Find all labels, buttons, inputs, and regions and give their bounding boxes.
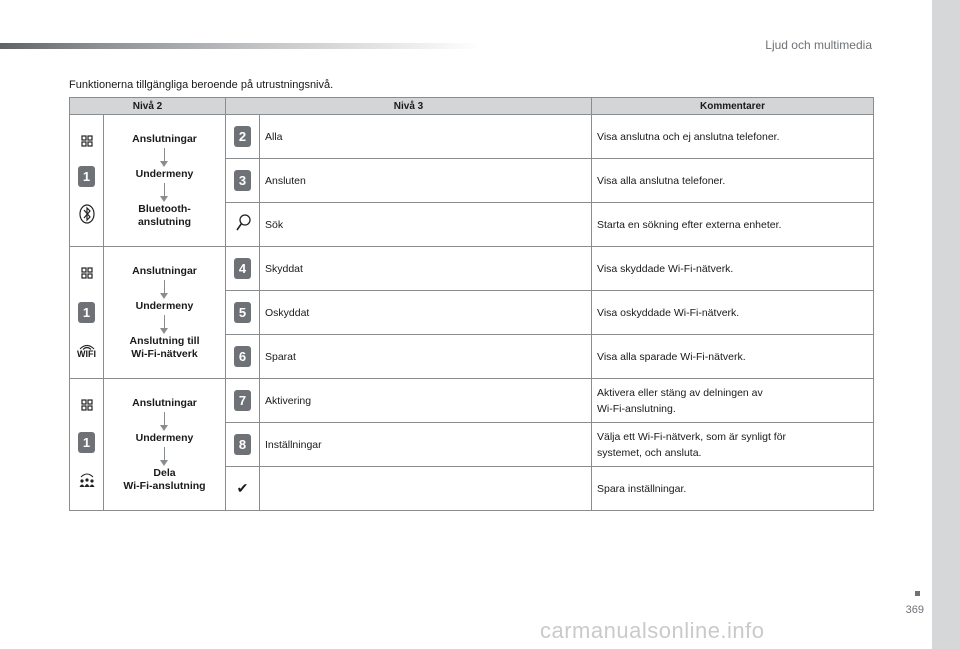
column-header-level2: Nivå 2 bbox=[70, 98, 226, 115]
step-badge-5: 5 bbox=[234, 302, 251, 323]
comment-cell bbox=[592, 379, 874, 423]
group-icons bbox=[70, 115, 104, 247]
down-arrow-icon bbox=[164, 412, 165, 426]
comment-line: Aktivera eller stäng av delningen av bbox=[597, 386, 763, 399]
step-badge-3: 3 bbox=[234, 170, 251, 191]
table-header-row bbox=[70, 98, 874, 115]
comment-line: Välja ett Wi-Fi-nätverk, som är synligt för bbox=[597, 430, 787, 443]
comment-cell: Visa oskyddade Wi-Fi-nätverk. bbox=[592, 291, 874, 335]
search-icon bbox=[235, 223, 251, 235]
flow-step-submenu: Undermeny bbox=[135, 299, 194, 312]
flow-step-target-line2: Wi-Fi-nätverk bbox=[131, 347, 198, 360]
level3-cell bbox=[260, 467, 592, 511]
comment-cell: Spara inställningar. bbox=[592, 467, 874, 511]
table-row bbox=[70, 379, 874, 423]
step-badge-4: 4 bbox=[234, 258, 251, 279]
wifi-icon bbox=[77, 343, 96, 359]
down-arrow-icon bbox=[164, 148, 165, 162]
grid-icon bbox=[81, 399, 93, 414]
page-number: 369 bbox=[905, 604, 924, 616]
level3-cell: Aktivering bbox=[260, 379, 592, 423]
wifi-label: WIFI bbox=[77, 348, 96, 359]
grid-icon bbox=[81, 135, 93, 150]
page-side-strip bbox=[932, 0, 960, 649]
flow-step-target-line2: Wi-Fi-anslutning bbox=[123, 479, 206, 492]
comment-cell bbox=[592, 423, 874, 467]
table-row bbox=[70, 247, 874, 291]
top-gradient-bar bbox=[0, 43, 480, 49]
flow-step-submenu: Undermeny bbox=[135, 431, 194, 444]
down-arrow-icon bbox=[164, 315, 165, 329]
comment-cell: Visa alla anslutna telefoner. bbox=[592, 159, 874, 203]
level3-cell: Skyddat bbox=[260, 247, 592, 291]
table-row bbox=[70, 115, 874, 159]
level3-cell: Sparat bbox=[260, 335, 592, 379]
comment-cell: Starta en sökning efter externa enheter. bbox=[592, 203, 874, 247]
functions-table bbox=[69, 97, 874, 511]
step-badge-2: 2 bbox=[234, 126, 251, 147]
navigation-flow bbox=[104, 115, 226, 247]
checkmark-icon: ✔ bbox=[236, 480, 249, 496]
comment-cell: Visa skyddade Wi-Fi-nätverk. bbox=[592, 247, 874, 291]
level3-cell: Oskyddat bbox=[260, 291, 592, 335]
flow-step-connections: Anslutningar bbox=[132, 264, 197, 277]
step-badge-7: 7 bbox=[234, 390, 251, 411]
level3-cell: Alla bbox=[260, 115, 592, 159]
column-header-comments: Kommentarer bbox=[592, 98, 874, 115]
grid-icon bbox=[81, 267, 93, 282]
page-marker bbox=[915, 591, 920, 596]
down-arrow-icon bbox=[164, 183, 165, 197]
flow-step-connections: Anslutningar bbox=[132, 396, 197, 409]
flow-step-target-line1: Anslutning till bbox=[129, 334, 200, 347]
bluetooth-icon bbox=[78, 204, 96, 227]
comment-line: Wi-Fi-anslutning. bbox=[597, 402, 676, 415]
watermark: carmanualsonline.info bbox=[540, 618, 765, 643]
comment-cell: Visa alla sparade Wi-Fi-nätverk. bbox=[592, 335, 874, 379]
step-badge-8: 8 bbox=[234, 434, 251, 455]
flow-step-connections: Anslutningar bbox=[132, 132, 197, 145]
step-badge-1: 1 bbox=[78, 302, 95, 323]
group-icons bbox=[70, 379, 104, 511]
navigation-flow bbox=[104, 247, 226, 379]
level3-cell: Ansluten bbox=[260, 159, 592, 203]
flow-step-target-line1: Bluetooth- bbox=[138, 202, 191, 215]
step-badge-1: 1 bbox=[78, 432, 95, 453]
level3-cell: Inställningar bbox=[260, 423, 592, 467]
down-arrow-icon bbox=[164, 447, 165, 461]
down-arrow-icon bbox=[164, 280, 165, 294]
section-title: Ljud och multimedia bbox=[765, 38, 872, 52]
group-icons bbox=[70, 247, 104, 379]
comment-line: systemet, och ansluta. bbox=[597, 446, 702, 459]
level3-cell: Sök bbox=[260, 203, 592, 247]
comment-cell: Visa anslutna och ej anslutna telefoner. bbox=[592, 115, 874, 159]
flow-step-submenu: Undermeny bbox=[135, 167, 194, 180]
flow-step-target-line1: Dela bbox=[153, 466, 176, 479]
flow-step-target-line2: anslutning bbox=[137, 215, 192, 228]
step-badge-6: 6 bbox=[234, 346, 251, 367]
column-header-level3: Nivå 3 bbox=[226, 98, 592, 115]
intro-text: Funktionerna tillgängliga beroende på utrustningsnivå. bbox=[69, 79, 334, 91]
navigation-flow bbox=[104, 379, 226, 511]
step-badge-1: 1 bbox=[78, 166, 95, 187]
people-share-icon bbox=[78, 472, 96, 491]
